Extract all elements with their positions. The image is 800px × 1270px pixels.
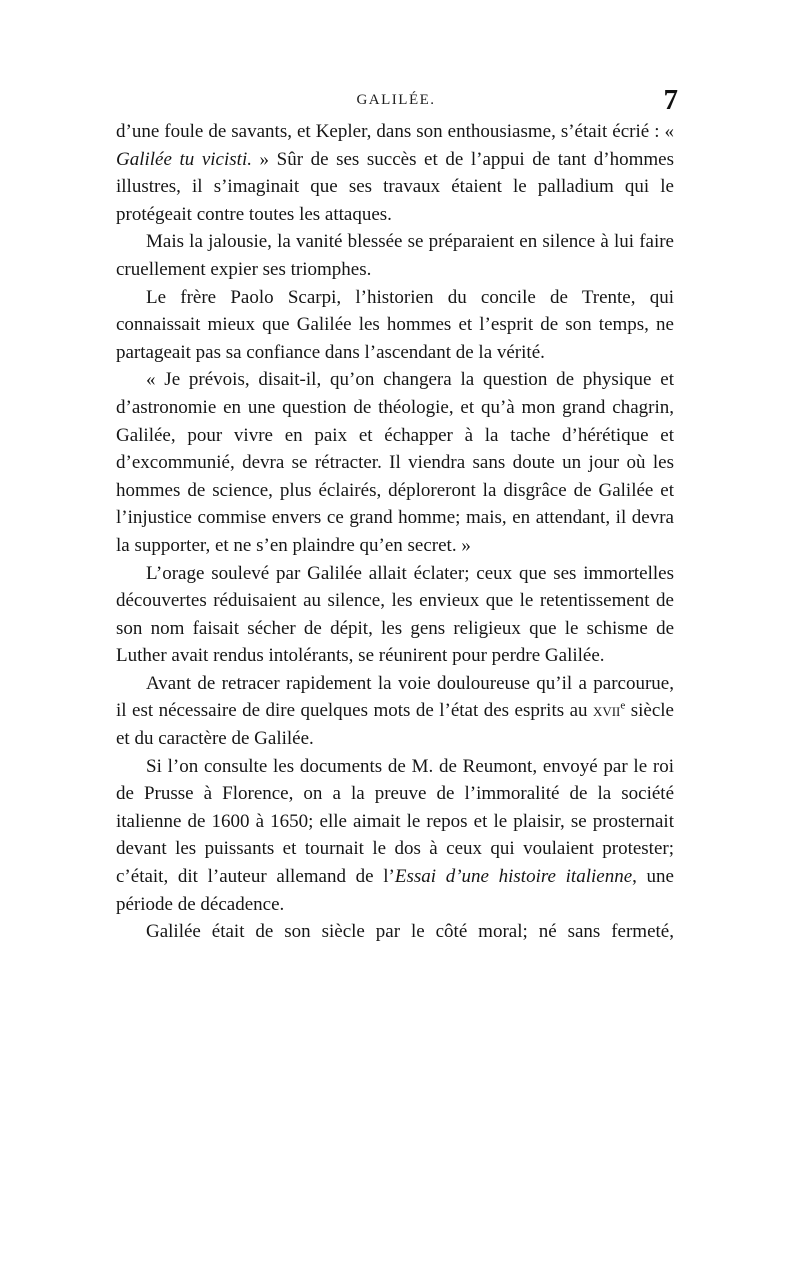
paragraph-6-text-b: siècle et du caractère de Galilée. xyxy=(116,700,674,750)
paragraph-5: L’orage soulevé par Galilée allait éclater; ceux que ses immortelles découvertes réduisaient au silence, les envieux que le retentissement de son nom faisait sécher de dépit, les gens religieux que le schisme de Luther avait rendus intolérants, se réunirent pour perdre Galilée. xyxy=(116,562,674,667)
century-numeral: xvii xyxy=(592,700,621,722)
book-title: Essai d’une histoire italienne xyxy=(394,866,633,888)
paragraph-7-text-b: , une période de décadence. xyxy=(116,866,674,915)
paragraph-1-text-b: » Sûr de ses succès et de l’appui de tant d’hommes illustres, il s’imaginait que ses travaux étaient le palladium qui le protégeait contre toutes les attaques. xyxy=(116,148,675,225)
paragraph-6-text-a: Avant de retracer rapidement la voie douloureuse qu’il a parcourue, il est nécessaire de dire quelques mots de l’état des esprits au xyxy=(116,672,674,722)
paragraph-4: « Je prévois, disait-il, qu’on changera la question de physique et d’astronomie en une question de théologie, et qu’à mon grand chagrin, Galilée, pour vivre en paix et échapper à la tache d’hérétique et d’excommunié, devra se rétracter. Il viendra sans doute un jour où les hommes de science, plus éclairés, déploreront la disgrâce de Galilée et l’injustice commise envers ce grand homme; mais, en attendant, il devra la supporter, et ne s’en plaindre qu’en secret. » xyxy=(116,369,674,556)
kepler-quote: Galilée tu vicisti. xyxy=(116,148,252,170)
body-text xyxy=(116,118,674,1108)
paragraph-6 xyxy=(116,670,674,753)
running-head xyxy=(118,84,678,118)
paragraph-7-text-a: Si l’on consulte les documents de M. de Reumont, envoyé par le roi de Prusse à Florence, on a la preuve de l’immoralité de la société italienne de 1600 à 1650; elle aimait le repos et le plaisir, se prosternait devant les puissants et tournait le dos à ceux qui voulaient protester; c’était, dit l’auteur allemand de l’ xyxy=(116,755,674,888)
paragraph-2: Mais la jalousie, la vanité blessée se préparaient en silence à lui faire cruellement expier ses triomphes. xyxy=(116,231,674,280)
paragraph-8: Galilée était de son siècle par le côté moral; né sans fermeté, xyxy=(146,921,674,943)
century-superscript: e xyxy=(620,700,626,713)
paragraph-1 xyxy=(116,118,674,228)
running-title: GALILÉE. xyxy=(356,92,436,108)
paragraph-7 xyxy=(116,753,674,919)
paragraph-1-text-a: d’une foule de savants, et Kepler, dans son enthousiasme, s’était écrié : « xyxy=(116,121,674,142)
paragraph-3: Le frère Paolo Scarpi, l’historien du concile de Trente, qui connaissait mieux que Galilée les hommes et l’esprit de son temps, ne partageait pas sa confiance dans l’ascendant de la vérité. xyxy=(116,286,674,363)
page-number: 7 xyxy=(663,84,678,116)
